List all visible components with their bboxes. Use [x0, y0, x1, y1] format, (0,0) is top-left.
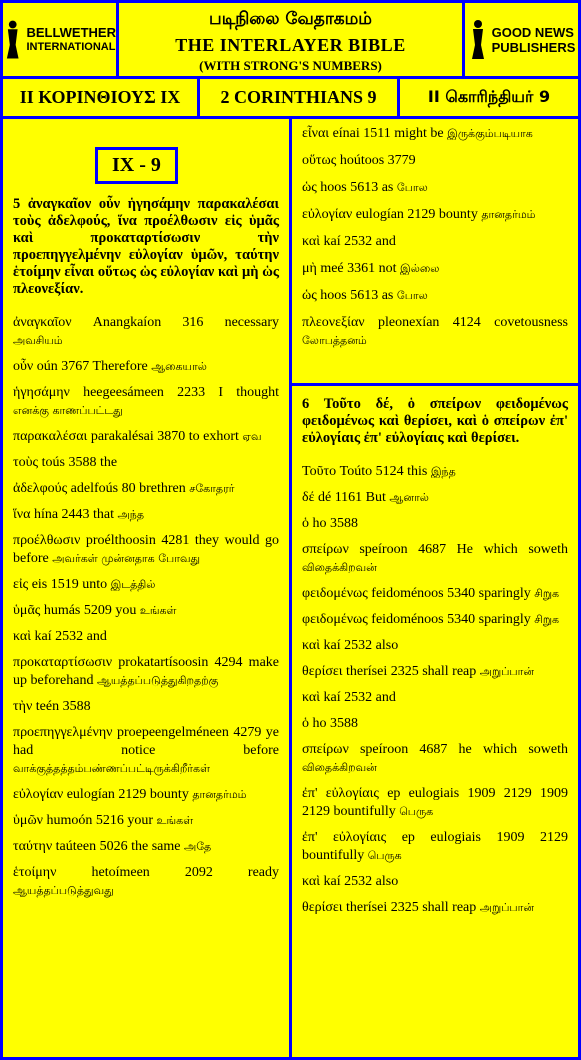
tamil-gloss: அவசியம் — [13, 334, 63, 347]
tamil-gloss: போல — [393, 181, 428, 194]
verse-6-text: 6 Τοῦτο δέ, ὁ σπείρων φειδομένως φειδομένως καὶ θερίσει, καὶ ὁ σπείρων ἐπ' εὐλογίαις ἐπ' εὐλογίαις καὶ θερίσει. — [302, 396, 568, 446]
word-entry — [13, 654, 279, 690]
word-entry — [13, 628, 279, 646]
tamil-gloss: ஆயத்தப்படுத்துகிறதற்கு — [93, 674, 219, 687]
tamil-gloss: விதைக்கிறவன் — [302, 561, 377, 574]
greek-word: ἀναγκαῖον — [13, 315, 72, 330]
word-entry — [13, 786, 279, 804]
title-box — [119, 3, 462, 76]
word-entry — [302, 715, 568, 733]
word-entry — [302, 125, 568, 143]
word-gloss: oún 3767 Therefore — [36, 359, 148, 374]
tamil-gloss: இடத்தில் — [107, 578, 156, 591]
tamil-gloss: விதைக்கிறவன் — [302, 761, 377, 774]
left-logo-line2: INTERNATIONAL — [26, 40, 116, 53]
word-gloss: teén 3588 — [35, 699, 91, 714]
title-english: THE INTERLAYER BIBLE — [175, 35, 406, 55]
left-word-list — [13, 314, 279, 900]
greek-word: καὶ — [302, 638, 321, 653]
word-gloss: ep eulogiais 1909 2129 1909 2129 bountifully — [302, 786, 569, 819]
greek-word: ἐπ' εὐλογίαις — [302, 786, 379, 801]
greek-word: ὡς — [302, 288, 317, 303]
word-entry — [302, 541, 568, 577]
greek-word: καὶ — [302, 690, 321, 705]
word-gloss: Anangkaíon 316 necessary — [92, 315, 280, 330]
tamil-gloss: சிறுக — [530, 587, 560, 600]
verse-5-text: 5 ἀναγκαῖον οὖν ἡγησάμην παρακαλέσαι τοὺς ἀδελφούς, ἵνα προέλθωσιν εἰς ὑμᾶς καὶ προκαταρτίσωσιν τὴν προεπηγγελμένην εὐλογίαν ὑμῶν, ταύτην ἑτοίμην εἶναι οὕτως ὡς εὐλογίαν καὶ μὴ ὡς πλεονεξίαν. — [13, 196, 279, 297]
greek-word: εὐλογίαν — [13, 787, 64, 802]
greek-word: εἰς — [13, 577, 29, 592]
tamil-gloss: ஆயத்தப்படுத்துவது — [13, 884, 114, 897]
word-gloss: parakalésai 3870 to exhort — [90, 429, 239, 444]
word-gloss: meé 3361 not — [320, 261, 397, 276]
word-entry — [13, 314, 279, 350]
ref-tamil-text: II கொரிந்தியர் 9 — [427, 87, 551, 106]
word-entry — [302, 637, 568, 655]
tamil-gloss: பெருக — [395, 805, 434, 818]
word-entry — [13, 480, 279, 498]
word-gloss: hoos 5613 as — [320, 180, 394, 195]
word-entry — [302, 611, 568, 629]
word-gloss: speíroon 4687 He which soweth — [359, 542, 568, 557]
word-entry — [302, 741, 568, 777]
subtitle: (WITH STRONG'S NUMBERS) — [199, 58, 382, 73]
tamil-gloss: அறுப்பான் — [476, 901, 534, 914]
greek-word: καὶ — [302, 874, 321, 889]
left-column — [3, 119, 289, 1057]
right-logo-line1: GOOD NEWS — [491, 24, 574, 40]
word-gloss: eulogían 2129 bounty — [355, 207, 478, 222]
word-gloss: speíroon 4687 he which soweth — [359, 742, 569, 757]
word-gloss: kaí 2532 also — [323, 638, 399, 653]
greek-word: θερίσει — [302, 664, 343, 679]
word-gloss: eulogían 2129 bounty — [66, 787, 189, 802]
greek-word: ἐπ' εὐλογίαις — [302, 830, 387, 845]
greek-word: φειδομένως — [302, 612, 368, 627]
word-entry — [302, 689, 568, 707]
word-gloss: therísei 2325 shall reap — [346, 900, 477, 915]
right-logo — [465, 3, 578, 76]
word-entry — [302, 785, 568, 821]
word-entry — [13, 506, 279, 524]
word-gloss: pleonexían 4124 covetousness — [377, 315, 568, 330]
greek-word: καὶ — [13, 629, 32, 644]
word-gloss: ho 3588 — [312, 516, 358, 531]
greek-word: ταύτην — [13, 839, 53, 854]
word-entry — [302, 829, 568, 865]
word-gloss: hína 2443 that — [33, 507, 115, 522]
greek-word: φειδομένως — [302, 586, 368, 601]
greek-word: ἑτοίμην — [13, 865, 57, 880]
right-top-word-list — [302, 125, 568, 350]
word-gloss: prokatartísoosin 4294 make up beforehand — [13, 655, 280, 688]
greek-word: ἡγησάμην — [13, 385, 70, 400]
tamil-gloss: எனக்கு காணப்பட்டது — [13, 404, 123, 417]
word-entry — [302, 179, 568, 197]
right-top-column — [292, 119, 578, 383]
tamil-gloss: அறுப்பான் — [476, 665, 534, 678]
tamil-gloss: இல்லை — [396, 262, 440, 275]
word-entry — [13, 532, 279, 568]
greek-word: ἵνα — [13, 507, 31, 522]
word-gloss: feidoménoos 5340 sparingly — [371, 586, 531, 601]
greek-word: οὖν — [13, 359, 34, 374]
tamil-gloss: இருக்கும்படியாக — [443, 127, 533, 140]
word-entry — [302, 515, 568, 533]
greek-word: προεπηγγελμένην — [13, 725, 113, 740]
word-gloss: therísei 2325 shall reap — [346, 664, 477, 679]
tamil-gloss: ஏவ — [238, 430, 262, 443]
greek-word: τὴν — [13, 699, 33, 714]
word-gloss: kaí 2532 also — [323, 874, 399, 889]
word-entry — [302, 899, 568, 917]
greek-word: τοὺς — [13, 455, 39, 470]
word-entry — [13, 698, 279, 716]
ref-tamil — [400, 79, 578, 116]
tamil-gloss: அதே — [180, 840, 212, 853]
word-entry — [302, 233, 568, 251]
tamil-gloss: வாக்குத்தத்தம்பண்ணப்பட்டிருக்கிறீர்கள் — [13, 762, 211, 775]
right-logo-line2: PUBLISHERS — [491, 39, 576, 55]
tamil-gloss: ஆகையால் — [147, 360, 207, 373]
word-gloss: ep eulogiais 1909 2129 bountifully — [302, 830, 568, 863]
tamil-gloss: தானதர்மம் — [477, 208, 536, 221]
greek-word: ὑμᾶς — [13, 603, 41, 618]
tamil-gloss: போல — [393, 289, 428, 302]
tamil-gloss: அவர்கள் முன்னதாக போவது — [48, 552, 201, 565]
word-entry — [302, 585, 568, 603]
greek-word: μὴ — [302, 261, 317, 276]
word-gloss: Toúto 5124 this — [339, 464, 428, 479]
word-entry — [302, 206, 568, 224]
chapter-box: IX - 9 — [95, 147, 178, 184]
left-logo-line1: BELLWETHER — [26, 24, 116, 40]
greek-word: θερίσει — [302, 900, 343, 915]
tamil-gloss: தானதர்மம் — [188, 788, 247, 801]
ref-english — [200, 79, 397, 116]
word-gloss: kaí 2532 and — [323, 690, 396, 705]
word-entry — [302, 260, 568, 278]
greek-word: ὁ — [302, 516, 309, 531]
ref-greek-text: II ΚΟΡΙΝΘΙΟΥΣ IX — [19, 87, 181, 107]
left-logo — [3, 3, 116, 76]
word-entry — [13, 838, 279, 856]
word-gloss: hetoímeen 2092 ready — [91, 865, 280, 880]
word-gloss: hoútoos 3779 — [339, 153, 416, 168]
greek-word: παρακαλέσαι — [13, 429, 88, 444]
greek-word: σπείρων — [302, 542, 349, 557]
word-gloss: humoón 5216 your — [46, 813, 154, 828]
word-entry — [13, 428, 279, 446]
greek-word: προέλθωσιν — [13, 533, 81, 548]
word-gloss: proepeengelméneen 4279 ye had notice before — [13, 725, 280, 758]
word-entry — [13, 812, 279, 830]
ref-greek — [3, 79, 197, 116]
word-gloss: adelfoús 80 brethren — [70, 481, 186, 496]
tamil-gloss: அந்த — [114, 508, 144, 521]
word-gloss: humás 5209 you — [43, 603, 137, 618]
tamil-gloss: ஆனால் — [385, 491, 429, 504]
greek-word: προκαταρτίσωσιν — [13, 655, 113, 670]
word-gloss: toús 3588 the — [41, 455, 118, 470]
tamil-gloss: உங்கள் — [136, 604, 177, 617]
bellwether-figure-icon — [3, 19, 22, 61]
greek-word: καὶ — [302, 234, 321, 249]
word-entry — [13, 864, 279, 900]
tamil-gloss: சிறுக — [530, 613, 560, 626]
word-entry — [302, 287, 568, 305]
greek-word: οὕτως — [302, 153, 337, 168]
word-entry — [302, 663, 568, 681]
title-tamil: படிநிலை வேதாகமம் — [209, 9, 372, 29]
word-gloss: hoos 5613 as — [320, 288, 394, 303]
word-entry — [302, 314, 568, 350]
greek-word: δέ — [302, 490, 315, 505]
word-entry — [302, 489, 568, 507]
greek-word: σπείρων — [302, 742, 349, 757]
tamil-gloss: உங்கள் — [153, 814, 194, 827]
tamil-gloss: லோபத்தனம் — [302, 334, 367, 347]
word-gloss: heegeesámeen 2233 I thought — [83, 385, 280, 400]
word-gloss: taúteen 5026 the same — [55, 839, 181, 854]
right-bottom-word-list — [302, 463, 568, 917]
word-entry — [13, 358, 279, 376]
tamil-gloss: பெருக — [364, 849, 402, 862]
word-entry — [302, 873, 568, 891]
right-bottom-column — [292, 386, 578, 1057]
word-gloss: kaí 2532 and — [323, 234, 396, 249]
greek-word: ὁ — [302, 716, 309, 731]
word-gloss: ho 3588 — [312, 716, 358, 731]
ref-english-text: 2 CORINTHIANS 9 — [220, 87, 377, 107]
greek-word: ἀδελφούς — [13, 481, 68, 496]
word-gloss: kaí 2532 and — [34, 629, 107, 644]
word-entry — [13, 384, 279, 420]
word-gloss: dé 1161 But — [317, 490, 386, 505]
greek-word: εὐλογίαν — [302, 207, 353, 222]
tamil-gloss: சகோதரர் — [185, 482, 235, 495]
word-entry — [302, 463, 568, 481]
word-gloss: proélthoosin 4281 they would go before — [13, 533, 279, 566]
word-entry — [13, 576, 279, 594]
word-entry — [13, 454, 279, 472]
greek-word: ὑμῶν — [13, 813, 43, 828]
greek-word: πλεονεξίαν — [302, 315, 365, 330]
tamil-gloss: இந்த — [427, 465, 456, 478]
publisher-figure-icon — [468, 19, 488, 61]
word-gloss: feidoménoos 5340 sparingly — [371, 612, 531, 627]
greek-word: εἶναι — [302, 126, 330, 141]
word-entry — [13, 602, 279, 620]
greek-word: Τοῦτο — [302, 464, 337, 479]
word-gloss: eínai 1511 might be — [332, 126, 444, 141]
word-gloss: eis 1519 unto — [31, 577, 108, 592]
word-entry — [13, 724, 279, 778]
word-entry — [302, 152, 568, 170]
greek-word: ὡς — [302, 180, 317, 195]
